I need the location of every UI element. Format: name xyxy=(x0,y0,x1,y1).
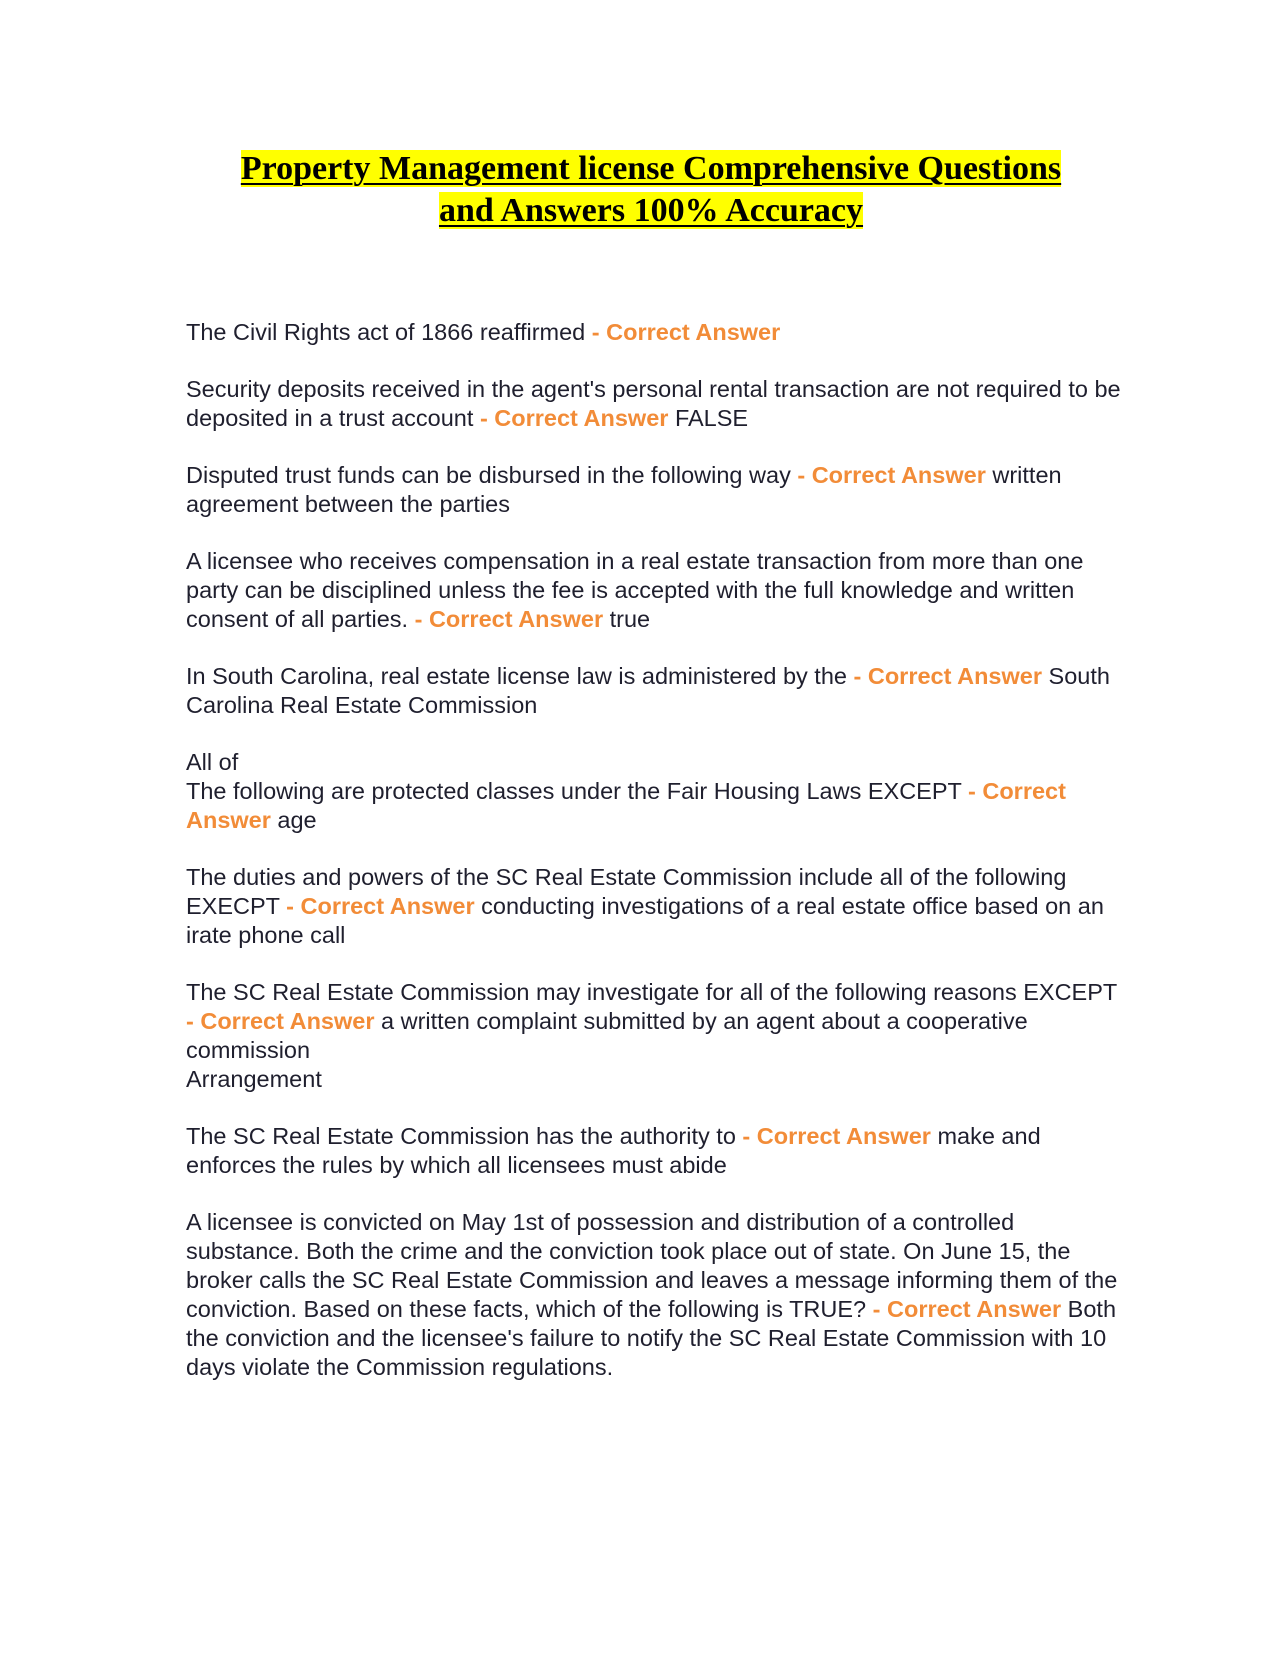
answer-text: make and enforces the rules by which all licensees must abide xyxy=(186,1123,1041,1178)
correct-answer-label: - Correct Answer xyxy=(186,778,1066,833)
qa-item xyxy=(186,748,1126,835)
question-text: The SC Real Estate Commission may investigate for all of the following reasons EXCEPT xyxy=(186,979,1117,1005)
question-text: A licensee who receives compensation in a real estate transaction from more than one party can be disciplined unless the fee is accepted with the full knowledge and written consent of all parties. xyxy=(186,548,1084,632)
correct-answer-label: - Correct Answer xyxy=(797,462,986,488)
answer-continuation: Arrangement xyxy=(186,1066,322,1092)
title-line-2: and Answers 100% Accuracy xyxy=(438,192,864,229)
answer-text: Both the conviction and the licensee's failure to notify the SC Real Estate Commission with 10 days violate the Commission regulations. xyxy=(186,1296,1117,1380)
qa-item xyxy=(186,461,1126,519)
question-text: Security deposits received in the agent's personal rental transaction are not required to be deposited in a trust account xyxy=(186,376,1121,431)
correct-answer-label: - Correct Answer xyxy=(742,1123,931,1149)
qa-item xyxy=(186,662,1126,720)
qa-item xyxy=(186,1122,1126,1180)
qa-item xyxy=(186,547,1126,634)
qa-item xyxy=(186,318,1126,347)
correct-answer-label: - Correct Answer xyxy=(591,319,781,345)
qa-list xyxy=(186,318,1126,1410)
qa-item xyxy=(186,978,1126,1094)
answer-text: written agreement between the parties xyxy=(186,462,1062,517)
question-text: The duties and powers of the SC Real Estate Commission include all of the following EXECPT xyxy=(186,864,1067,919)
document-title xyxy=(186,148,1116,232)
question-text: Disputed trust funds can be disbursed in the following way xyxy=(186,462,791,488)
correct-answer-label: - Correct Answer xyxy=(286,893,475,919)
question-prefix: All of xyxy=(186,749,239,775)
answer-text: age xyxy=(277,807,317,833)
answer-text: conducting investigations of a real estate office based on an irate phone call xyxy=(186,893,1104,948)
question-text: The SC Real Estate Commission has the authority to xyxy=(186,1123,736,1149)
correct-answer-label: - Correct Answer xyxy=(479,405,669,431)
answer-text: South Carolina Real Estate Commission xyxy=(186,663,1110,718)
qa-item xyxy=(186,1208,1126,1382)
question-text: In South Carolina, real estate license law is administered by the xyxy=(186,663,847,689)
correct-answer-label: - Correct Answer xyxy=(853,663,1042,689)
question-text: The Civil Rights act of 1866 reaffirmed xyxy=(186,319,586,345)
question-text: A licensee is convicted on May 1st of possession and distribution of a controlled substance. Both the crime and the conviction took place out of state. On June 15, the broker calls the SC Real Estate Commission and leaves a message informing them of the conviction. Based on these facts, which of the following is TRUE? xyxy=(186,1209,1118,1322)
question-text: The following are protected classes under the Fair Housing Laws EXCEPT xyxy=(186,778,962,804)
correct-answer-label: - Correct Answer xyxy=(414,606,604,632)
correct-answer-label: - Correct Answer xyxy=(872,1296,1062,1322)
qa-item xyxy=(186,375,1126,433)
answer-text: FALSE xyxy=(674,405,749,431)
answer-text: true xyxy=(609,606,651,632)
qa-item xyxy=(186,863,1126,950)
answer-text: a written complaint submitted by an agent about a cooperative commission xyxy=(186,1008,1028,1063)
title-line-1: Property Management license Comprehensive Questions xyxy=(240,150,1062,187)
correct-answer-label: - Correct Answer xyxy=(186,1008,375,1034)
